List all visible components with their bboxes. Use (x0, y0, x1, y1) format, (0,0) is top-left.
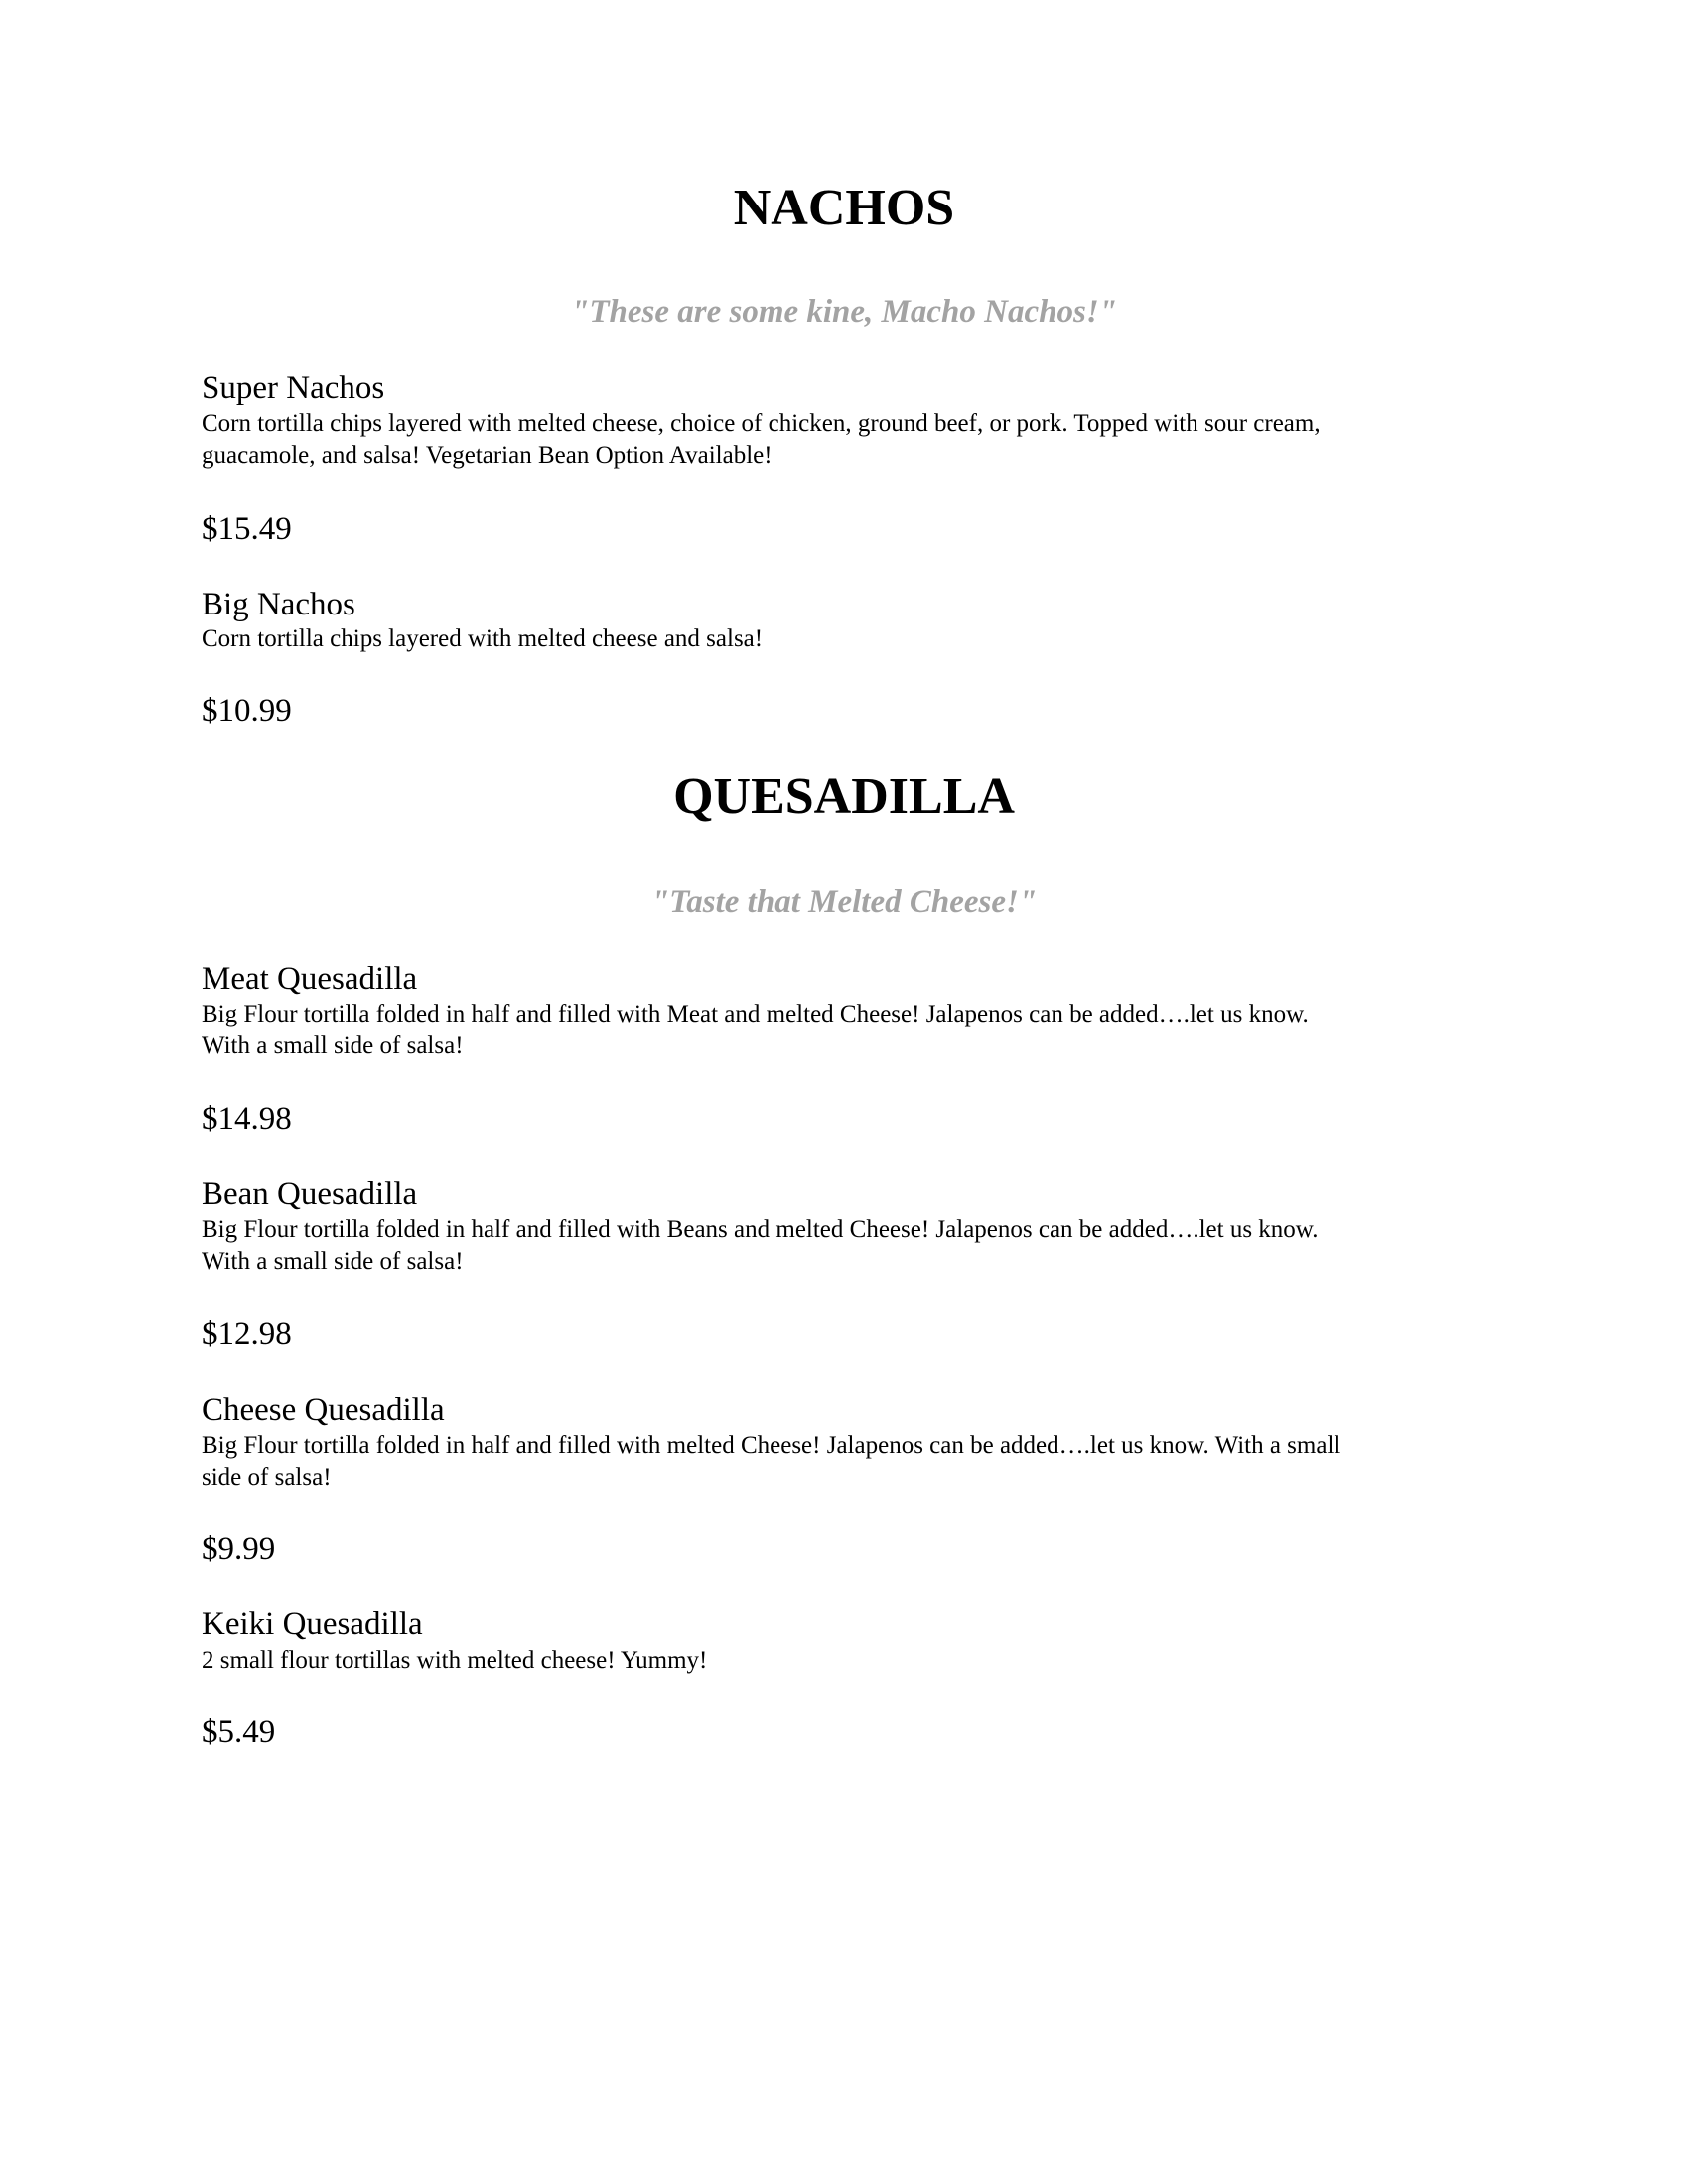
section-title: NACHOS (733, 180, 955, 236)
section-tagline: "Taste that Melted Cheese!" (650, 885, 1038, 920)
item-price: $9.99 (202, 1531, 276, 1567)
section-tagline: "These are some kine, Macho Nachos!" (571, 294, 1117, 330)
item-description (202, 408, 1321, 472)
item-price: $5.49 (202, 1714, 276, 1750)
item-price: $10.99 (202, 693, 292, 729)
item-name: Meat Quesadilla (202, 961, 418, 997)
description-line: Big Flour tortilla folded in half and filled with melted Cheese! Jalapenos can be added….let us know. With a small (202, 1433, 1341, 1459)
description-line: Corn tortilla chips layered with melted cheese, choice of chicken, ground beef, or pork. Topped with sour cream, (202, 410, 1321, 437)
item-description (202, 999, 1309, 1062)
item-name: Cheese Quesadilla (202, 1392, 445, 1428)
description-line: guacamole, and salsa! Vegetarian Bean Option Available! (202, 442, 773, 469)
item-name: Keiki Quesadilla (202, 1606, 423, 1642)
item-price: $12.98 (202, 1316, 292, 1352)
item-name: Super Nachos (202, 370, 385, 406)
item-description (202, 1214, 1319, 1278)
description-line: Big Flour tortilla folded in half and filled with Beans and melted Cheese! Jalapenos can be added….let us know. (202, 1216, 1319, 1243)
item-description (202, 1431, 1340, 1494)
section-title: QUESADILLA (673, 768, 1015, 825)
item-price: $14.98 (202, 1101, 292, 1137)
description-line: side of salsa! (202, 1464, 332, 1491)
description-line: With a small side of salsa! (202, 1248, 464, 1275)
item-description (202, 623, 763, 655)
item-price: $15.49 (202, 511, 292, 547)
item-name: Big Nachos (202, 587, 355, 622)
item-description (202, 1645, 707, 1677)
description-line: With a small side of salsa! (202, 1032, 464, 1059)
description-line: Corn tortilla chips layered with melted cheese and salsa! (202, 625, 764, 652)
item-name: Bean Quesadilla (202, 1176, 418, 1212)
description-line: Big Flour tortilla folded in half and filled with Meat and melted Cheese! Jalapenos can be added….let us know. (202, 1001, 1309, 1027)
description-line: 2 small flour tortillas with melted cheese! Yummy! (202, 1647, 708, 1674)
